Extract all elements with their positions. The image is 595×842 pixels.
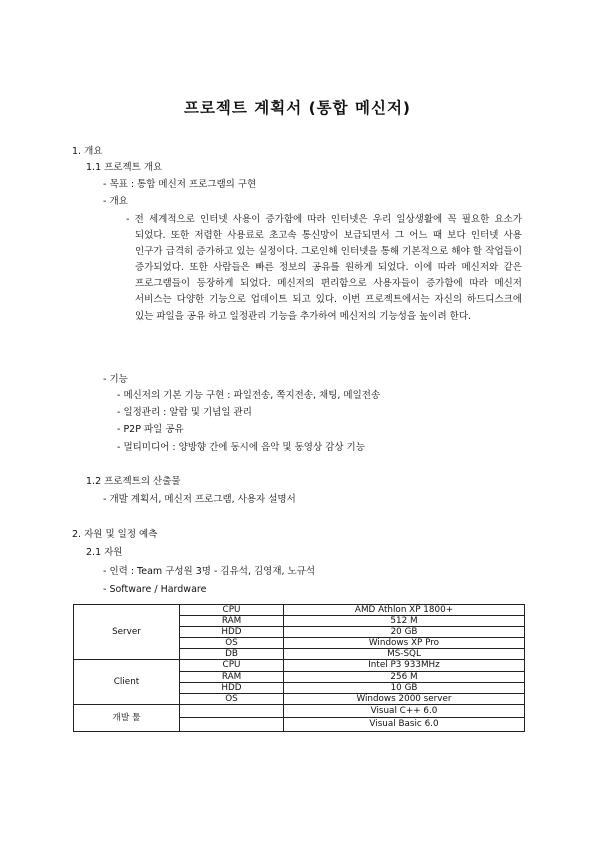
- group-cell-dev-tools: 개발 툴: [74, 704, 180, 731]
- goal-line: - 목표 : 통합 메신저 프로그램의 구현: [103, 179, 257, 190]
- item-cell: CPU: [180, 660, 284, 671]
- group-cell-client: Client: [74, 660, 180, 704]
- item-cell: HDD: [180, 627, 284, 638]
- section-1-heading: 1. 개요: [72, 146, 103, 157]
- item-cell: RAM: [180, 671, 284, 682]
- feature-item: - 메신저의 기본 기능 구현 : 파일전송, 쪽지전송, 채팅, 메일전송: [117, 390, 381, 401]
- spec-cell: 10 GB: [284, 682, 525, 693]
- spec-cell: 20 GB: [284, 627, 525, 638]
- sw-hw-line: - Software / Hardware: [103, 584, 207, 595]
- resource-table: [73, 604, 525, 732]
- item-cell: DB: [180, 649, 284, 660]
- item-cell: OS: [180, 638, 284, 649]
- item-cell: HDD: [180, 682, 284, 693]
- item-cell: [180, 704, 284, 718]
- table-row: [74, 605, 525, 616]
- spec-cell: Intel P3 933MHz: [284, 660, 525, 671]
- feature-item: - 일정관리 : 알람 및 기념일 관리: [117, 407, 252, 418]
- item-cell: RAM: [180, 616, 284, 627]
- deliverables-line: - 개발 계획서, 메신저 프로그램, 사용자 설명서: [103, 494, 296, 505]
- item-cell: [180, 718, 284, 732]
- spec-cell: Visual C++ 6.0: [284, 704, 525, 718]
- table-row: [74, 660, 525, 671]
- spec-cell: Windows XP Pro: [284, 638, 525, 649]
- document-title: 프로젝트 계획서 (통합 메신저): [183, 99, 412, 117]
- group-cell-server: Server: [74, 605, 180, 660]
- item-cell: OS: [180, 693, 284, 704]
- section-2-heading: 2. 자원 및 일정 예측: [72, 529, 158, 540]
- item-cell: CPU: [180, 605, 284, 616]
- section-1-1-heading: 1.1 프로젝트 개요: [86, 162, 163, 173]
- personnel-line: - 인력 : Team 구성원 3명 - 김유석, 김영재, 노규석: [103, 566, 316, 577]
- spec-cell: 512 M: [284, 616, 525, 627]
- spec-cell: 256 M: [284, 671, 525, 682]
- overview-label: - 개요: [103, 196, 128, 207]
- spec-cell: MS-SQL: [284, 649, 525, 660]
- spec-cell: AMD Athlon XP 1800+: [284, 605, 525, 616]
- feature-item: - P2P 파일 공유: [117, 424, 184, 435]
- overview-paragraph: - 전 세계적으로 인터넷 사용이 증가함에 따라 인터넷은 우리 일상생활에 꼭 필요한 요소가 되었다. 또한 저렴한 사용료로 초고속 통신망이 보급되면서 그 어느 때 보다 인터넷 사용 인구가 급격히 증가하고 있는 실정이다. 그로인해 인터넷을 통해 기본적으로 해야 할 작업들이 증가되었다. 또한 사람들은 빠른 정보의 공유를 원하게 되었다. 이에 따라 메신저와 같은 프로그램들이 등장하게 되었다. 메신저의 편리함으로 사용자들이 증가함에 따라 메신저 서비스는 다양한 기능으로 업데이트 되고 있다. 이번 프로젝트에서는 자신의 하드디스크에 있는 파일을 공유 하고 일정관리 기능을 추가하여 메신저의 기능성을 높이려 한다.: [126, 214, 522, 322]
- feature-item: - 멀티미디어 : 양방향 간에 동시에 음악 및 동영상 감상 기능: [117, 442, 365, 453]
- spec-cell: Visual Basic 6.0: [284, 718, 525, 732]
- spec-cell: Windows 2000 server: [284, 693, 525, 704]
- section-2-1-heading: 2.1 자원: [86, 547, 123, 558]
- features-label: - 기능: [103, 374, 128, 385]
- section-1-2-heading: 1.2 프로젝트의 산출물: [86, 476, 181, 487]
- table-row: [74, 704, 525, 718]
